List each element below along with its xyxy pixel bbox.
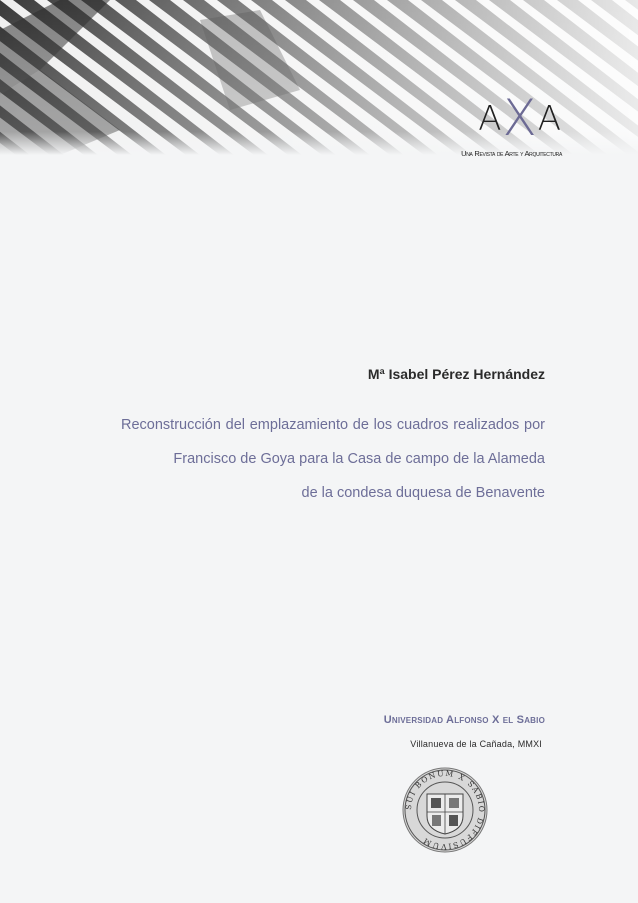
university-seal-icon <box>402 767 488 853</box>
university-name: Universidad Alfonso X el Sabio <box>383 714 545 726</box>
title-line-2: Francisco de Goya para la Casa de campo de la Alameda <box>173 451 545 467</box>
article-title <box>121 408 545 510</box>
place-and-date: Villanueva de la Cañada, MMXI <box>410 739 542 749</box>
journal-tagline: Una Revista de Arte y Arquitectura <box>461 149 562 158</box>
journal-logo <box>412 88 562 147</box>
seal-text: SUI BONUM X SABIO DIFFUSIVUM <box>403 768 487 852</box>
logo-letter-a-left: A <box>478 99 503 139</box>
logo-letter-x: X <box>502 89 538 147</box>
author-name: Mª Isabel Pérez Hernández <box>367 366 545 382</box>
title-line-3: de la condesa duquesa de Benavente <box>301 485 545 501</box>
logo-letter-a-right: A <box>537 99 562 139</box>
title-line-1: Reconstrucción del emplazamiento de los cuadros realizados por <box>121 417 545 433</box>
